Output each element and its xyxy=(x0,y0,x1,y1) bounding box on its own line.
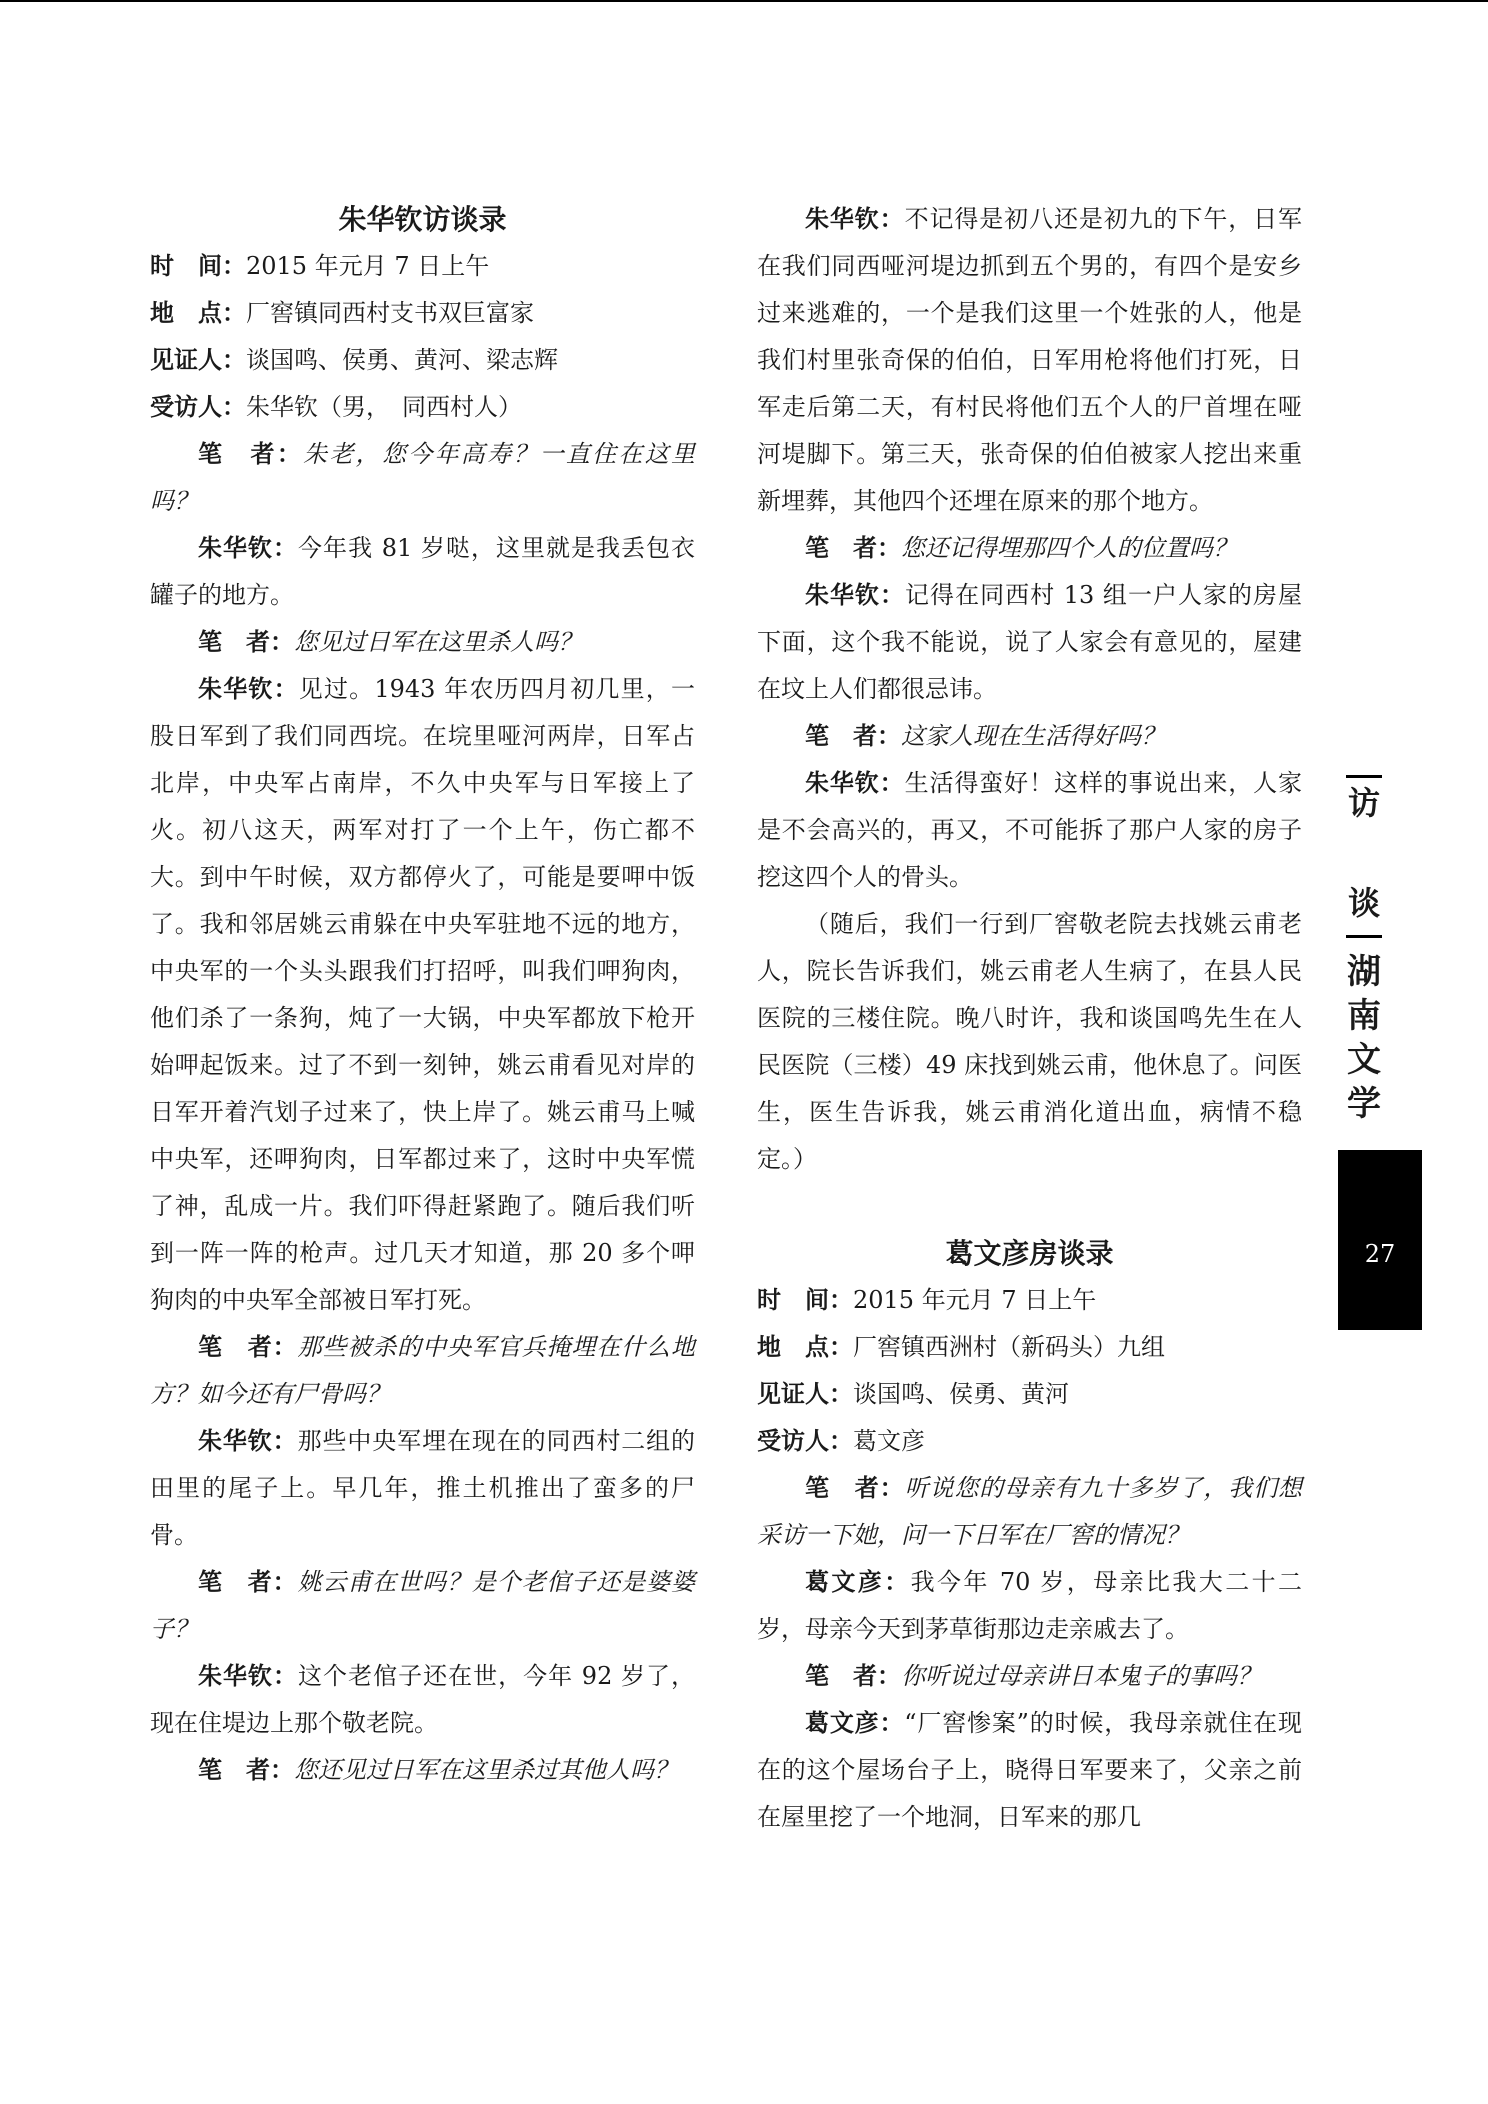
editor-note: （随后，我们一行到厂窖敬老院去找姚云甫老人，院长告诉我们，姚云甫老人生病了，在县人民医院的三楼住院。晚八时许，我和谈国鸣先生在人民医院（三楼）49 床找到姚云甫，他休息了。问医生，医生告诉我，姚云甫消化道出血，病情不稳定。） xyxy=(757,910,1302,1173)
side-label-char: 访 xyxy=(1347,784,1380,822)
qa-paragraph: 朱华钦：生活得蛮好！这样的事说出来，人家是不会高兴的，再又，不可能拆了那户人家的房子挖这四个人的骨头。 xyxy=(757,769,1303,891)
qa-paragraph: 笔 者：听说您的母亲有九十多岁了，我们想采访一下她，问一下日军在厂窖的情况？ xyxy=(757,1474,1303,1549)
meta-interviewee: 受访人：葛文彦 xyxy=(757,1427,925,1455)
page-number: 27 xyxy=(1364,1240,1396,1268)
qa-paragraph: 笔 者：您还见过日军在这里杀过其他人吗？ xyxy=(198,1756,678,1784)
meta-witness: 见证人：谈国鸣、侯勇、黄河、梁志辉 xyxy=(150,346,558,374)
qa-paragraph: 朱华钦：见过。1943 年农历四月初几里，一股日军到了我们同西垸。在垸里哑河两岸，日军占北岸，中央军占南岸，不久中央军与日军接上了火。初八这天，两军对打了一个上午，伤亡都不大。到中午时候，双方都停火了，可能是要呷中饭了。我和邻居姚云甫躲在中央军驻地不远的地方，中央军的一个头头跟我们打招呼，叫我们呷狗肉，他们杀了一条狗，炖了一大锅，中央军都放下枪开始呷起饭来。过了不到一刻钟，姚云甫看见对岸的日军开着汽划子过来了，快上岸了。姚云甫马上喊中央军，还呷狗肉，日军都过来了，这时中央军慌了神，乱成一片。我们吓得赶紧跑了。随后我们听到一阵一阵的枪声。过几天才知道，那 20 多个呷狗肉的中央军全部被日军打死。 xyxy=(150,675,695,1314)
qa-paragraph: 朱华钦：今年我 81 岁哒，这里就是我丢包衣罐子的地方。 xyxy=(150,534,696,609)
qa-paragraph: 朱华钦：这个老倌子还在世，今年 92 岁了，现在住堤边上那个敬老院。 xyxy=(150,1662,696,1737)
meta-witness: 见证人：谈国鸣、侯勇、黄河 xyxy=(757,1380,1069,1408)
meta-place: 地 点：厂窖镇同西村支书双巨富家 xyxy=(150,299,534,327)
meta-time: 时 间：2015 年元月 7 日上午 xyxy=(757,1286,1097,1314)
meta-time: 时 间：2015 年元月 7 日上午 xyxy=(150,252,490,280)
page-number-block xyxy=(1338,1150,1422,1330)
side-divider xyxy=(1346,935,1382,938)
section-side-tab xyxy=(1338,775,1422,1330)
qa-paragraph: 笔 者：朱老，您今年高寿？一直住在这里吗？ xyxy=(150,440,696,515)
magazine-brand: 湖南文学 xyxy=(1347,952,1381,1124)
qa-paragraph: 葛文彦：“厂窖惨案”的时候，我母亲就住在现在的这个屋场台子上，晓得日军要来了，父亲之前在屋里挖了一个地洞，日军来的那几 xyxy=(757,1709,1302,1831)
qa-paragraph: 笔 者：那些被杀的中央军官兵掩埋在什么地方？如今还有尸骨吗？ xyxy=(150,1333,696,1408)
meta-place: 地 点：厂窖镇西洲村（新码头）九组 xyxy=(757,1333,1165,1361)
qa-paragraph: 笔 者：这家人现在生活得好吗？ xyxy=(805,722,1165,750)
side-label-char: 谈 xyxy=(1347,884,1380,922)
qa-paragraph: 笔 者：您还记得埋那四个人的位置吗？ xyxy=(805,534,1237,562)
qa-paragraph: 笔 者：您见过日军在这里杀人吗？ xyxy=(198,628,582,656)
qa-paragraph: 朱华钦：不记得是初八还是初九的下午，日军在我们同西哑河堤边抓到五个男的，有四个是安乡过来逃难的，一个是我们这里一个姓张的人，他是我们村里张奇保的伯伯，日军用枪将他们打死，日军走后第二天，有村民将他们五个人的尸首埋在哑河堤脚下。第三天，张奇保的伯伯被家人挖出来重新埋葬，其他四个还埋在原来的那个地方。 xyxy=(757,205,1303,515)
left-column xyxy=(150,196,695,1794)
top-border xyxy=(0,0,1488,2)
qa-paragraph: 葛文彦：我今年 70 岁，母亲比我大二十二岁，母亲今天到茅草街那边走亲戚去了。 xyxy=(757,1568,1303,1643)
qa-paragraph: 朱华钦：那些中央军埋在现在的同西村二组的田里的尾子上。早几年，推土机推出了蛮多的尸骨。 xyxy=(150,1427,696,1549)
qa-paragraph: 朱华钦：记得在同西村 13 组一户人家的房屋下面，这个我不能说，说了人家会有意见的，屋建在坟上人们都很忌讳。 xyxy=(757,581,1303,703)
qa-paragraph: 笔 者：你听说过母亲讲日本鬼子的事吗？ xyxy=(805,1662,1261,1690)
article-title-2: 葛文彦房谈录 xyxy=(945,1237,1114,1270)
side-divider xyxy=(1346,775,1382,778)
article-title-1: 朱华钦访谈录 xyxy=(338,203,507,236)
right-column xyxy=(757,196,1302,1841)
qa-paragraph: 笔 者：姚云甫在世吗？是个老倌子还是婆婆子？ xyxy=(150,1568,696,1643)
meta-interviewee: 受访人：朱华钦（男， 同西村人） xyxy=(150,393,522,421)
